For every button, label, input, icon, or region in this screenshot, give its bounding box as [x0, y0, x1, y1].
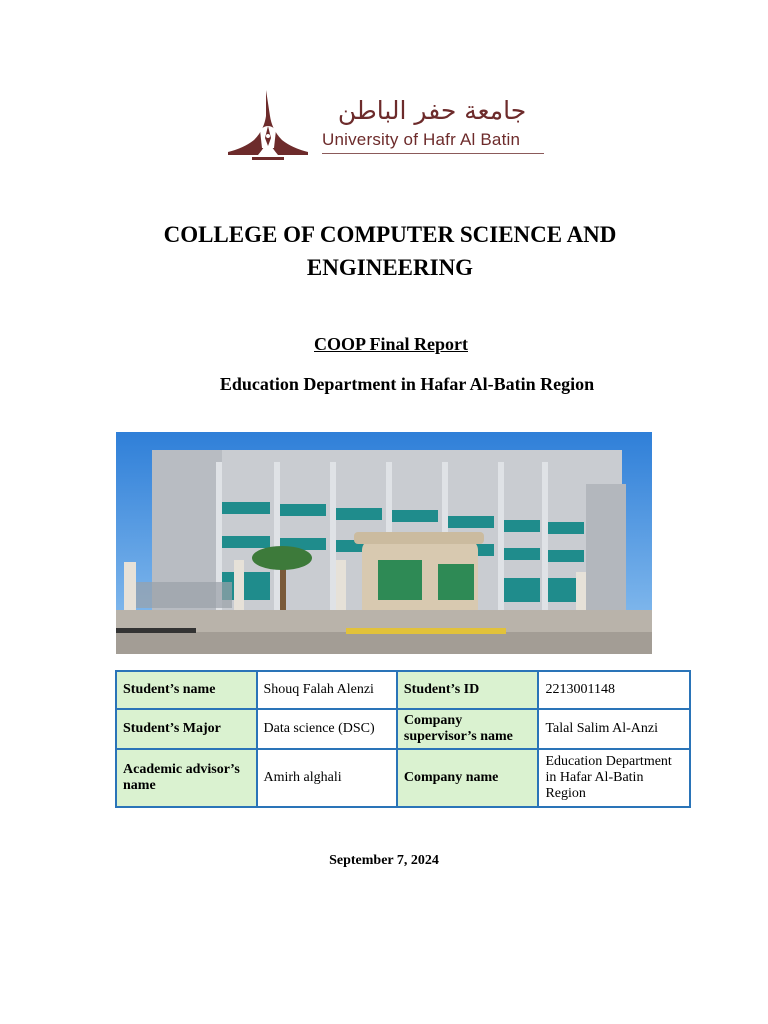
report-title: COOP Final Report: [314, 334, 468, 354]
company-name-label: Company name: [397, 749, 539, 807]
academic-advisor-value: Amirh alghali: [257, 749, 397, 807]
student-major-label: Student’s Major: [116, 709, 257, 749]
university-logo: [224, 86, 550, 170]
table-row: [116, 749, 690, 807]
organization-title: Education Department in Hafar Al-Batin Region: [219, 374, 595, 394]
academic-advisor-label: Academic advisor’s name: [116, 749, 257, 807]
building-photo: [116, 432, 652, 654]
logo-english-name: University of Hafr Al Batin: [322, 130, 521, 149]
student-id-value: 2213001148: [538, 671, 690, 709]
company-supervisor-value: Talal Salim Al-Anzi: [538, 709, 690, 749]
table-row: [116, 709, 690, 749]
student-name-value: Shouq Falah Alenzi: [257, 671, 397, 709]
company-name-value: Education Department in Hafar Al-Batin Region: [538, 749, 690, 807]
company-supervisor-label: Company supervisor’s name: [397, 709, 539, 749]
logo-divider: [322, 153, 544, 154]
university-emblem-icon: [224, 86, 322, 170]
table-row: [116, 671, 690, 709]
student-major-value: Data science (DSC): [257, 709, 397, 749]
report-date: September 7, 2024: [329, 853, 439, 868]
student-id-label: Student’s ID: [397, 671, 539, 709]
logo-arabic-name: جامعة حفر الباطن: [337, 96, 527, 125]
student-info-table: [115, 670, 691, 808]
student-name-label: Student’s name: [116, 671, 257, 709]
college-title: COLLEGE OF COMPUTER SCIENCE AND ENGINEERING: [163, 222, 617, 280]
